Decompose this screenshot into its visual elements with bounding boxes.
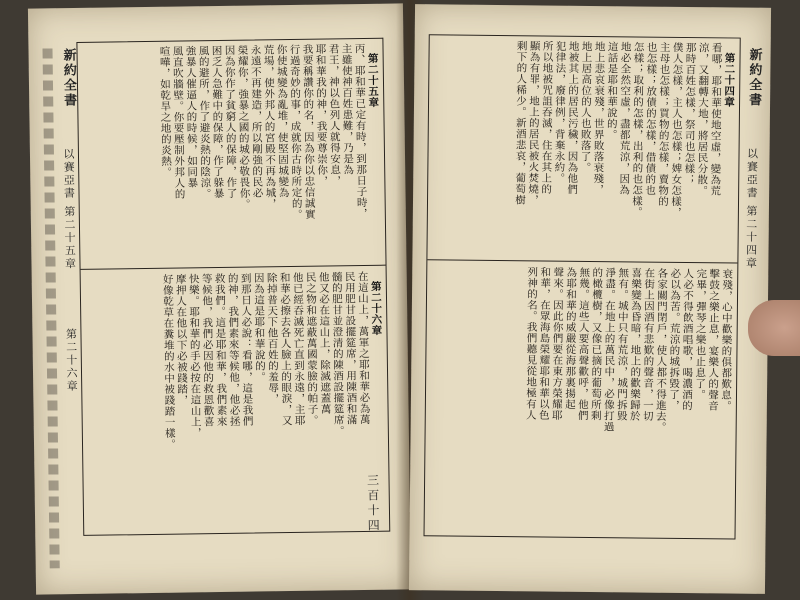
left-page [28,3,411,594]
text-column: 必以為苦。荒涼的城拆毀了， [667,267,682,411]
text-column: 喧嘩，如乾旱之地的炎熱。 [158,45,173,178]
left-running-chapter-2: 第二十六章 [64,327,79,394]
text-column: 行過奇妙的事，成就你古時所定的。 [288,43,303,220]
text-column: 地被其上的居民污穢，因為他們 [566,40,580,195]
binding-shadow [42,48,59,568]
text-column: 在街上因酒有悲歎的聲音，一切 [641,267,656,422]
text-column: 丙、耶和華已定有時，到那日子時， [353,42,368,220]
chapter-heading: 第二十六章 [369,280,383,336]
page-number: 三百十四 [365,473,381,534]
text-column: 顯為有罪，地上的居民被火焚燒， [526,40,541,206]
text-column: 人必不得飲酒唱歌，喝濃酒的 [680,267,695,412]
text-column: 髓的肥甘並澄清的陳酒設擺筵席。 [330,271,345,437]
text-column: 的神，我們素來等候他，他必拯 [226,272,241,427]
left-running-chapter: 以賽亞書 第二十五章 [61,148,77,271]
text-column: 民用肥甘設擺筵席，用陳酒和滿 [343,271,358,426]
thumb-holding-page [748,300,800,356]
right-page [409,4,771,594]
text-column: 地上悲哀衰殘，世界敗落衰殘， [592,41,606,196]
text-column: 淨盡。在地上的萬民中，必像打過 [602,267,617,433]
text-column: 喜樂變為昏暗，地上的歡樂歸於 [628,267,643,422]
text-column: 你使城變為亂堆，使堅固城變為 [275,44,290,199]
text-column: 地必全然空虛，盡都荒涼，因為 [618,41,632,196]
text-column: 摩押人在他以下必被踐踏， [174,273,189,406]
text-column: 的橄欖樹，又像已摘的葡萄所剩 [589,267,604,422]
text-column: 看哪，耶和華使地空虛，變為荒 [709,42,723,197]
section-divider [427,259,737,263]
text-column: 等候他，我們必因他的救恩歡喜 [200,273,215,428]
text-column: 在這山上，萬軍之耶和華必為萬 [356,270,371,426]
text-column: 除掉普天下他百姓的羞辱， [265,272,280,405]
text-column: 民之物和遮蔽萬國蒙臉的帕子。 [304,271,319,426]
text-column: 耶和華我的神，我要尊崇你， [314,43,329,187]
text-column: 風的避所，作了避炎熱的陰涼。 [197,45,212,200]
text-column: 和華，在眾海島榮耀耶和華以色 [537,266,552,421]
chapter-heading: 第二十五章 [366,52,380,108]
text-column: 荒場，使外邦人的宮殿不再為城， [262,44,277,210]
left-running-title: 新約全書 [60,47,77,109]
text-column: 快樂。耶和華的手必按在這山上， [187,273,202,439]
text-column: 和華必擦去各人臉上的眼淚，又 [278,272,293,427]
text-column: 衰殘，心中歡樂的俱都歎息。 [719,268,734,412]
text-column: 犯律法，廢律例，背棄永約。 [553,40,567,184]
text-column: 主雖使神百姓患難，乃是為 [340,43,355,176]
text-column: 聲來。因此你們要在東方榮耀耶 [550,266,565,421]
right-running-title: 新約全書 [746,47,762,108]
left-bottom-section [81,271,390,531]
section-divider [81,265,386,270]
text-column: 各家關門閉戶，使人都不得進去。 [654,267,669,433]
right-top-section [427,39,739,258]
left-top-section [77,43,385,265]
text-column: 無幾。這些人要高聲歡呼，他們 [576,266,591,421]
text-column: 為耶和華的威嚴從海那裏揚起 [563,266,578,410]
text-column: 這話是耶和華說的。 [605,41,619,141]
text-column: 剩下的人稀少。新酒悲哀，葡萄樹 [513,40,528,206]
text-column: 完畢，彈琴之樂也止息了。 [693,268,708,401]
chapter-heading: 第二十四章 [723,52,736,108]
text-column: 無有。城中只有荒涼，城門拆毀 [615,267,630,422]
text-column: 永遠不再建造，所以剛強的民必 [249,44,264,199]
text-column: 因為這是耶和華說的。 [252,272,267,383]
text-column: 救我們。這是耶和華，我們素來 [213,272,228,428]
text-column: 主母也怎樣；買物的怎樣，賣物的 [656,41,671,207]
text-column: 怎樣；取利的怎樣，出利的也怎樣。 [630,41,645,218]
left-text-frame [76,38,390,536]
right-bottom-section [425,265,738,534]
text-column: 列神的名。我們聽見從地極有人 [524,266,539,421]
text-column: 到那日人必說：看哪，這是我們 [239,272,254,427]
text-column: 他又必在這山上，除滅遮蓋萬 [317,271,332,415]
text-column: 涼，又翻轉大地，將居民分散。 [696,42,710,197]
text-column: 那時百姓怎樣，祭司也怎樣； [683,41,697,186]
right-running-chapter: 以賽亞書 第二十四章 [744,147,759,271]
text-column: 因為你作了貧窮人的保障，作了 [223,44,238,199]
text-column: 君王，神以色列人就得安息， [327,43,342,187]
text-column: 地上居高位的人也敗落了。 [579,40,593,174]
text-column: 擊鼓之樂止息，宴樂人的聲音 [706,268,721,412]
text-column: 他已經吞滅死亡直到永遠，主耶 [291,271,306,426]
right-text-frame [424,34,741,539]
text-column: 我要稱讚你的名，因為你以忠信誠實 [301,43,316,220]
text-column: 榮耀你，強暴之國的城必敬畏你。 [236,44,251,210]
text-column: 強暴人催逼人的時候，如同暴 [184,45,199,189]
text-column: 好像乾草在糞堆的水中被踐踏一樣。 [161,273,177,450]
text-column: 也怎樣；放債的怎樣，借債的也 [644,41,658,196]
text-column: 風直吹牆壁。你要壓制外邦人的 [171,45,186,200]
text-column: 困乏人急難中的保障，作了躲暴 [210,44,225,200]
text-column: 僕人怎樣，主人也怎樣；婢女怎樣， [669,41,684,218]
text-column: 所以地被咒詛吞滅，住在其上的 [540,40,554,195]
